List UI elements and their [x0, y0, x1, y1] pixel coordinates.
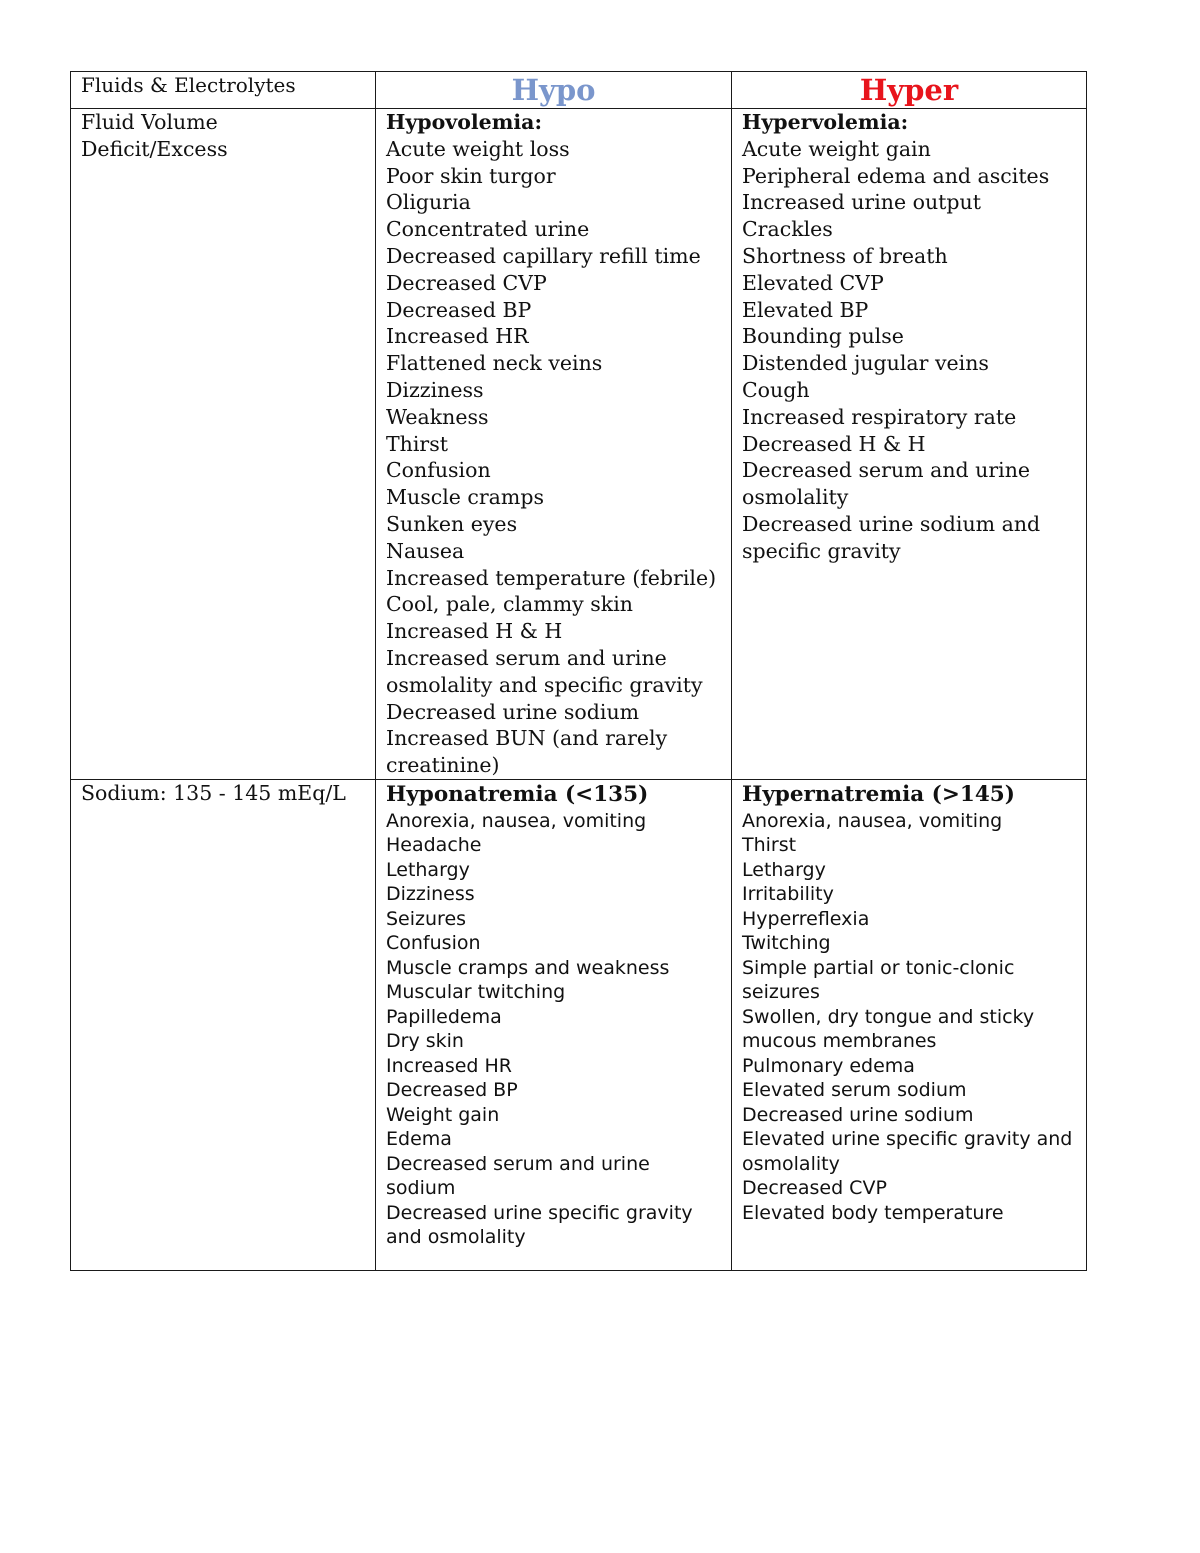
hyponatremia-item: Decreased urine specific gravity and osmolality — [386, 1201, 693, 1249]
hypovolemia-list — [386, 136, 721, 779]
hypovolemia-item: Oliguria — [386, 190, 471, 215]
hypernatremia-item: Thirst — [742, 834, 797, 857]
hypervolemia-item: Bounding pulse — [742, 324, 904, 349]
hypovolemia-item: Increased BUN (and rarely creatinine) — [386, 726, 668, 778]
fluid-volume-row — [71, 109, 1087, 780]
hyponatremia-item: Anorexia, nausea, vomiting — [386, 809, 647, 832]
hypovolemia-item: Nausea — [386, 538, 465, 563]
hyponatremia-item: Decreased BP — [386, 1079, 518, 1102]
hypovolemia-item: Muscle cramps — [386, 485, 544, 510]
hypovolemia-item: Confusion — [386, 458, 491, 483]
hypernatremia-item: Elevated serum sodium — [742, 1079, 967, 1102]
hypovolemia-item: Increased HR — [386, 324, 529, 349]
hypernatremia-item: Pulmonary edema — [742, 1054, 915, 1077]
hypovolemia-item: Dizziness — [386, 377, 484, 402]
hypervolemia-list — [742, 136, 1076, 565]
hyponatremia-item: Lethargy — [386, 858, 470, 881]
hyponatremia-item: Headache — [386, 834, 482, 857]
hypervolemia-item: Acute weight gain — [742, 136, 931, 161]
hypovolemia-item: Flattened neck veins — [386, 351, 603, 376]
fluid-label-cell — [71, 109, 376, 780]
hyponatremia-item: Muscular twitching — [386, 981, 566, 1004]
hypovolemia-item: Cool, pale, clammy skin — [386, 592, 633, 617]
hypovolemia-item: Increased temperature (febrile) — [386, 565, 717, 590]
hyponatremia-item: Weight gain — [386, 1103, 500, 1126]
hypovolemia-item: Increased H & H — [386, 619, 563, 644]
hypervolemia-cell — [732, 109, 1087, 780]
hypervolemia-item: Elevated BP — [742, 297, 869, 322]
hypovolemia-item: Decreased BP — [386, 297, 532, 322]
hypervolemia-item: Decreased urine sodium and specific gravity — [742, 511, 1041, 563]
hypernatremia-item: Elevated body temperature — [742, 1201, 1004, 1224]
fluid-label-line-2: Deficit/Excess — [81, 136, 228, 161]
hypervolemia-item: Distended jugular veins — [742, 351, 989, 376]
hypernatremia-title: Hypernatremia (>145) — [742, 781, 1015, 807]
hyponatremia-list — [386, 809, 721, 1250]
hypernatremia-item: Irritability — [742, 883, 834, 906]
sodium-row — [71, 779, 1087, 1270]
hypervolemia-item: Peripheral edema and ascites — [742, 163, 1050, 188]
hyponatremia-item: Confusion — [386, 932, 481, 955]
hypovolemia-item: Sunken eyes — [386, 511, 518, 536]
hyponatremia-item: Dry skin — [386, 1030, 464, 1053]
hypervolemia-title: Hypervolemia: — [742, 110, 909, 134]
header-label-cell — [71, 72, 376, 109]
hypernatremia-list — [742, 809, 1076, 1226]
header-hypo-cell — [376, 72, 732, 109]
hypernatremia-cell — [732, 779, 1087, 1270]
header-hyper: Hyper — [859, 73, 959, 107]
hypernatremia-item: Simple partial or tonic-clonic seizures — [742, 956, 1015, 1004]
hyponatremia-item: Dizziness — [386, 883, 475, 906]
header-label: Fluids & Electrolytes — [81, 73, 296, 97]
hyponatremia-cell — [376, 779, 732, 1270]
hypovolemia-item: Weakness — [386, 404, 489, 429]
hypernatremia-item: Lethargy — [742, 858, 826, 881]
hypernatremia-item: Twitching — [742, 932, 831, 955]
hypervolemia-item: Decreased H & H — [742, 431, 926, 456]
hypervolemia-item: Shortness of breath — [742, 243, 948, 268]
hypervolemia-item: Increased respiratory rate — [742, 404, 1017, 429]
hypovolemia-item: Acute weight loss — [386, 136, 570, 161]
hypervolemia-item: Elevated CVP — [742, 270, 884, 295]
hyponatremia-item: Muscle cramps and weakness — [386, 956, 670, 979]
hypernatremia-item: Decreased CVP — [742, 1177, 887, 1200]
header-hypo: Hypo — [511, 73, 596, 107]
hypovolemia-item: Poor skin turgor — [386, 163, 556, 188]
hypervolemia-item: Decreased serum and urine osmolality — [742, 458, 1031, 510]
hypovolemia-title: Hypovolemia: — [386, 110, 543, 134]
hypernatremia-item: Elevated urine specific gravity and osmolality — [742, 1128, 1073, 1175]
header-row — [71, 72, 1087, 109]
hypernatremia-item: Anorexia, nausea, vomiting — [742, 809, 1003, 832]
hypervolemia-item: Cough — [742, 377, 810, 402]
hypovolemia-item: Thirst — [386, 431, 448, 456]
hypovolemia-item: Concentrated urine — [386, 217, 590, 242]
header-hyper-cell — [732, 72, 1087, 109]
hyponatremia-item: Papilledema — [386, 1005, 502, 1028]
hypervolemia-item: Increased urine output — [742, 190, 981, 215]
hypovolemia-cell — [376, 109, 732, 780]
hypovolemia-item: Decreased urine sodium — [386, 699, 640, 724]
hypernatremia-item: Swollen, dry tongue and sticky mucous membranes — [742, 1005, 1035, 1053]
hyponatremia-item: Increased HR — [386, 1054, 512, 1077]
hypovolemia-item: Increased serum and urine osmolality and specific gravity — [386, 645, 703, 697]
sodium-label: Sodium: 135 - 145 mEq/L — [81, 780, 346, 805]
sodium-label-cell — [71, 779, 376, 1270]
hyponatremia-item: Edema — [386, 1128, 452, 1151]
hypovolemia-item: Decreased CVP — [386, 270, 547, 295]
hypernatremia-item: Hyperreflexia — [742, 907, 870, 930]
hyponatremia-item: Decreased serum and urine sodium — [386, 1152, 650, 1200]
hyponatremia-title: Hyponatremia (<135) — [386, 781, 649, 807]
hypovolemia-item: Decreased capillary refill time — [386, 243, 701, 268]
fluid-label-line-1: Fluid Volume — [81, 110, 218, 134]
electrolytes-table — [70, 71, 1087, 1271]
hyponatremia-item: Seizures — [386, 907, 467, 930]
hypervolemia-item: Crackles — [742, 217, 833, 242]
hypernatremia-item: Decreased urine sodium — [742, 1103, 974, 1126]
